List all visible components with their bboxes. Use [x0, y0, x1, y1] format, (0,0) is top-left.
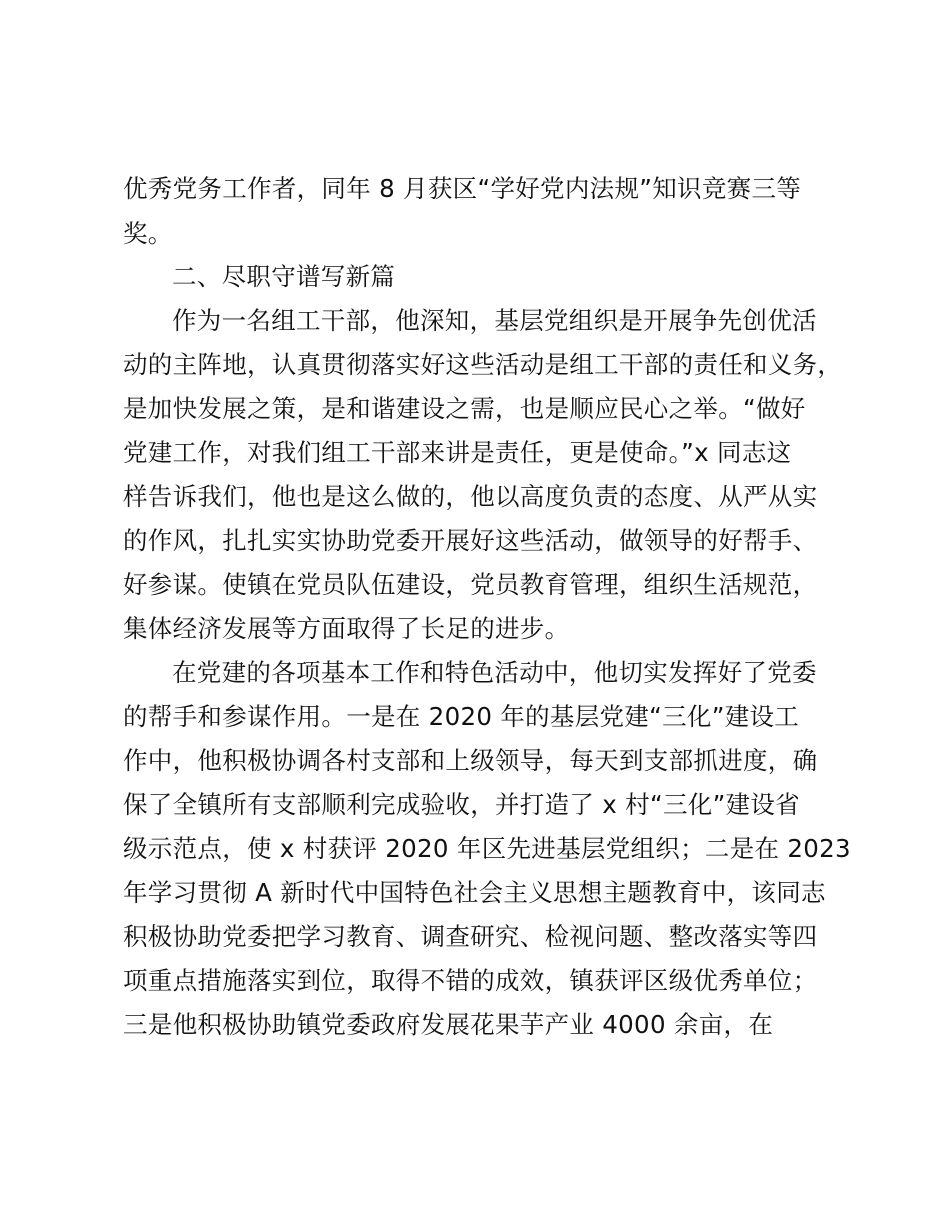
- body-line: 级示范点，使 x 村获评 2020 年区先进基层党组织；二是在 2023: [123, 834, 851, 863]
- body-line: 项重点措施落实到位，取得不错的成效，镇获评区级优秀单位；: [123, 966, 818, 995]
- body-line: 是加快发展之策，是和谐建设之需，也是顺应民心之举。“做好: [123, 394, 806, 423]
- body-line: 作中，他积极协调各村支部和上级领导，每天到支部抓进度，确: [123, 746, 818, 775]
- body-line: 样告诉我们，他也是这么做的，他以高度负责的态度、从严从实: [123, 482, 818, 511]
- body-line: 积极协助党委把学习教育、调查研究、检视问题、整改落实等四: [123, 922, 818, 951]
- body-line: 的作风，扎扎实实协助党委开展好这些活动，做领导的好帮手、: [123, 526, 818, 555]
- body-line: 三是他积极协助镇党委政府发展花果芋产业 4000 余亩，在: [123, 1010, 774, 1039]
- body-line: 集体经济发展等方面取得了长足的进步。: [123, 614, 570, 643]
- paragraph-start: 在党建的各项基本工作和特色活动中，他切实发挥好了党委: [172, 658, 817, 687]
- paragraph-start: 作为一名组工干部，他深知，基层党组织是开展争先创优活: [172, 306, 817, 335]
- body-line: 党建工作，对我们组工干部来讲是责任，更是使命。”x 同志这: [123, 438, 792, 467]
- body-line: 保了全镇所有支部顺利完成验收，并打造了 x 村“三化”建设省: [123, 790, 800, 819]
- body-line: 动的主阵地，认真贯彻落实好这些活动是组工干部的责任和义务，: [123, 350, 843, 379]
- section-heading: 二、尽职守谱写新篇: [172, 262, 396, 291]
- body-line: 年学习贯彻 A 新时代中国特色社会主义思想主题教育中，该同志: [123, 878, 826, 907]
- body-line: 好参谋。使镇在党员队伍建设，党员教育管理，组织生活规范，: [123, 570, 818, 599]
- body-line: 的帮手和参谋作用。一是在 2020 年的基层党建“三化”建设工: [123, 702, 800, 731]
- body-line-2: 奖。: [123, 219, 173, 248]
- body-line-1: 优秀党务工作者，同年 8 月获区“学好党内法规”知识竞赛三等: [123, 174, 802, 203]
